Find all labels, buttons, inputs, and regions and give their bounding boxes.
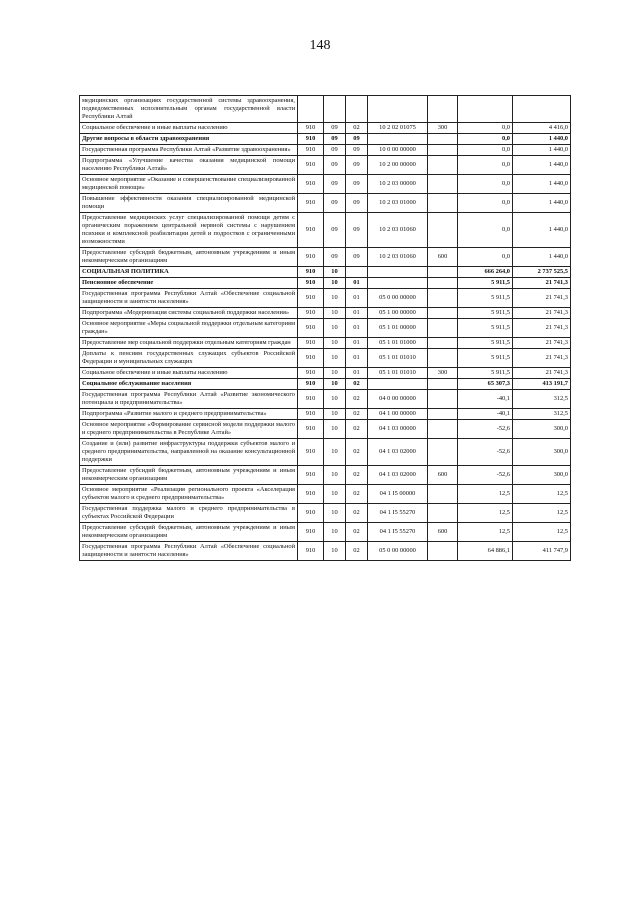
row-name-cell: Повышение эффективности оказания специализированной медицинской помощи — [80, 194, 298, 213]
ministry-code-cell — [298, 96, 324, 123]
amount-total-cell: 1 440,0 — [513, 175, 571, 194]
table-row — [80, 368, 571, 379]
table-row — [80, 289, 571, 308]
target-article-cell: 04 0 00 00000 — [368, 390, 428, 409]
row-name-cell: СОЦИАЛЬНАЯ ПОЛИТИКА — [80, 267, 298, 278]
section-code-cell: 09 — [324, 213, 346, 248]
table-row — [80, 338, 571, 349]
target-article-cell: 10 2 03 01060 — [368, 213, 428, 248]
expense-type-cell: 300 — [428, 123, 458, 134]
table-row — [80, 308, 571, 319]
subsection-code-cell: 09 — [346, 213, 368, 248]
section-code-cell: 10 — [324, 523, 346, 542]
row-name-cell: Предоставление субсидий бюджетным, автономным учреждениям и иным некоммерческим организациям — [80, 523, 298, 542]
expense-type-cell — [428, 308, 458, 319]
table-body — [80, 96, 571, 561]
amount-total-cell — [513, 96, 571, 123]
expense-type-cell — [428, 194, 458, 213]
amount-change-cell: 0,0 — [458, 123, 513, 134]
section-code-cell: 10 — [324, 267, 346, 278]
subsection-code-cell: 09 — [346, 156, 368, 175]
target-article-cell: 10 2 03 01060 — [368, 248, 428, 267]
amount-change-cell: -40,1 — [458, 409, 513, 420]
amount-change-cell: 12,5 — [458, 504, 513, 523]
section-code-cell: 09 — [324, 175, 346, 194]
expense-type-cell — [428, 485, 458, 504]
row-name-cell: Государственная программа Республики Алтай «Обеспечение социальной защищенности и занятости населения» — [80, 289, 298, 308]
ministry-code-cell: 910 — [298, 368, 324, 379]
table-row — [80, 439, 571, 466]
row-name-cell: Доплаты к пенсиям государственных служащих субъектов Российской Федерации и муниципальных служащих — [80, 349, 298, 368]
row-name-cell: медицинских организациях государственной системы здравоохранения, подведомственных исполнительным органам государственной власти Республики Алтай — [80, 96, 298, 123]
amount-total-cell: 1 440,0 — [513, 213, 571, 248]
expense-type-cell — [428, 338, 458, 349]
row-name-cell: Государственная программа Республики Алтай «Развитие здравоохранения» — [80, 145, 298, 156]
amount-total-cell: 12,5 — [513, 523, 571, 542]
amount-total-cell: 4 416,0 — [513, 123, 571, 134]
subsection-code-cell: 01 — [346, 289, 368, 308]
ministry-code-cell: 910 — [298, 134, 324, 145]
amount-change-cell: 5 911,5 — [458, 319, 513, 338]
section-code-cell — [324, 96, 346, 123]
row-name-cell: Основное мероприятие «Оказание и совершенствование специализированной медицинской помощи» — [80, 175, 298, 194]
table-row — [80, 248, 571, 267]
ministry-code-cell: 910 — [298, 379, 324, 390]
row-name-cell: Основное мероприятие «Формирование сервисной модели поддержки малого и среднего предпринимательства в Республике Алтай» — [80, 420, 298, 439]
amount-total-cell: 1 440,0 — [513, 156, 571, 175]
subsection-code-cell: 01 — [346, 319, 368, 338]
ministry-code-cell: 910 — [298, 439, 324, 466]
ministry-code-cell: 910 — [298, 542, 324, 561]
section-code-cell: 10 — [324, 439, 346, 466]
expense-type-cell — [428, 319, 458, 338]
ministry-code-cell: 910 — [298, 319, 324, 338]
amount-total-cell: 21 741,3 — [513, 319, 571, 338]
expense-type-cell — [428, 278, 458, 289]
amount-total-cell: 21 741,3 — [513, 289, 571, 308]
row-name-cell: Другие вопросы в области здравоохранения — [80, 134, 298, 145]
amount-change-cell: 5 911,5 — [458, 289, 513, 308]
amount-change-cell: 64 886,1 — [458, 542, 513, 561]
expense-type-cell — [428, 145, 458, 156]
expense-type-cell — [428, 349, 458, 368]
table-row — [80, 156, 571, 175]
subsection-code-cell — [346, 267, 368, 278]
section-code-cell: 10 — [324, 349, 346, 368]
amount-change-cell: 5 911,5 — [458, 338, 513, 349]
amount-change-cell: -52,6 — [458, 466, 513, 485]
table-row — [80, 390, 571, 409]
table-row — [80, 123, 571, 134]
table-row — [80, 523, 571, 542]
section-code-cell: 10 — [324, 409, 346, 420]
target-article-cell: 04 1 03 02000 — [368, 439, 428, 466]
target-article-cell: 05 0 00 00000 — [368, 289, 428, 308]
subsection-code-cell — [346, 96, 368, 123]
expense-type-cell: 600 — [428, 523, 458, 542]
table-row — [80, 485, 571, 504]
ministry-code-cell: 910 — [298, 145, 324, 156]
amount-change-cell: -52,6 — [458, 439, 513, 466]
row-name-cell: Государственная программа Республики Алтай «Обеспечение социальной защищенности и занятости населения» — [80, 542, 298, 561]
row-name-cell: Государственная программа Республики Алтай «Развитие экономического потенциала и предпринимательства» — [80, 390, 298, 409]
target-article-cell: 10 2 02 01075 — [368, 123, 428, 134]
expense-type-cell — [428, 134, 458, 145]
table-row — [80, 420, 571, 439]
subsection-code-cell: 01 — [346, 368, 368, 379]
ministry-code-cell: 910 — [298, 194, 324, 213]
amount-change-cell: 0,0 — [458, 156, 513, 175]
expense-type-cell — [428, 542, 458, 561]
amount-change-cell: 5 911,5 — [458, 368, 513, 379]
amount-total-cell: 21 741,3 — [513, 278, 571, 289]
ministry-code-cell: 910 — [298, 248, 324, 267]
subsection-code-cell: 02 — [346, 439, 368, 466]
section-code-cell: 10 — [324, 338, 346, 349]
ministry-code-cell: 910 — [298, 523, 324, 542]
table-row — [80, 409, 571, 420]
expense-type-cell — [428, 156, 458, 175]
subsection-code-cell: 02 — [346, 379, 368, 390]
table-row — [80, 145, 571, 156]
subsection-code-cell: 01 — [346, 349, 368, 368]
ministry-code-cell: 910 — [298, 175, 324, 194]
subsection-code-cell: 02 — [346, 485, 368, 504]
ministry-code-cell: 910 — [298, 156, 324, 175]
amount-change-cell: 5 911,5 — [458, 278, 513, 289]
ministry-code-cell: 910 — [298, 420, 324, 439]
expense-type-cell — [428, 409, 458, 420]
target-article-cell: 05 1 01 01000 — [368, 338, 428, 349]
expense-type-cell — [428, 439, 458, 466]
ministry-code-cell: 910 — [298, 466, 324, 485]
amount-total-cell: 21 741,3 — [513, 338, 571, 349]
target-article-cell: 05 1 01 01010 — [368, 368, 428, 379]
target-article-cell — [368, 134, 428, 145]
section-code-cell: 09 — [324, 134, 346, 145]
row-name-cell: Социальное обеспечение и иные выплаты населению — [80, 123, 298, 134]
ministry-code-cell: 910 — [298, 390, 324, 409]
ministry-code-cell: 910 — [298, 338, 324, 349]
section-code-cell: 10 — [324, 289, 346, 308]
amount-change-cell: 666 264,0 — [458, 267, 513, 278]
ministry-code-cell: 910 — [298, 485, 324, 504]
amount-total-cell: 411 747,9 — [513, 542, 571, 561]
expense-type-cell — [428, 175, 458, 194]
amount-change-cell: 5 911,5 — [458, 308, 513, 319]
subsection-code-cell: 02 — [346, 420, 368, 439]
target-article-cell: 05 1 01 01010 — [368, 349, 428, 368]
subsection-code-cell: 02 — [346, 409, 368, 420]
target-article-cell: 05 1 00 00000 — [368, 308, 428, 319]
section-code-cell: 10 — [324, 390, 346, 409]
target-article-cell: 04 1 03 02000 — [368, 466, 428, 485]
row-name-cell: Создание и (или) развитие инфраструктуры поддержки субъектов малого и среднего предпринимательства, направленной на оказание консультационной поддержки — [80, 439, 298, 466]
subsection-code-cell: 02 — [346, 504, 368, 523]
row-name-cell: Пенсионное обеспечение — [80, 278, 298, 289]
amount-total-cell: 312,5 — [513, 409, 571, 420]
subsection-code-cell: 02 — [346, 123, 368, 134]
target-article-cell: 10 0 00 00000 — [368, 145, 428, 156]
target-article-cell: 04 1 03 00000 — [368, 420, 428, 439]
amount-total-cell: 300,0 — [513, 420, 571, 439]
amount-change-cell: 0,0 — [458, 175, 513, 194]
target-article-cell: 10 2 03 00000 — [368, 175, 428, 194]
amount-change-cell: 0,0 — [458, 213, 513, 248]
expense-type-cell — [428, 289, 458, 308]
expense-type-cell — [428, 390, 458, 409]
amount-total-cell: 21 741,3 — [513, 368, 571, 379]
row-name-cell: Подпрограмма «Модернизация системы социальной поддержки населения» — [80, 308, 298, 319]
section-code-cell: 10 — [324, 368, 346, 379]
expense-type-cell — [428, 96, 458, 123]
section-code-cell: 10 — [324, 420, 346, 439]
table-row — [80, 319, 571, 338]
section-code-cell: 10 — [324, 379, 346, 390]
section-code-cell: 09 — [324, 194, 346, 213]
expense-type-cell: 300 — [428, 368, 458, 379]
row-name-cell: Предоставление субсидий бюджетным, автономным учреждениям и иным некоммерческим организациям — [80, 466, 298, 485]
table-row — [80, 96, 571, 123]
amount-change-cell: 65 307,3 — [458, 379, 513, 390]
subsection-code-cell: 09 — [346, 194, 368, 213]
row-name-cell: Основное мероприятие «Меры социальной поддержки отдельным категориям граждан» — [80, 319, 298, 338]
subsection-code-cell: 09 — [346, 145, 368, 156]
target-article-cell: 04 1 I5 55270 — [368, 523, 428, 542]
amount-change-cell: 0,0 — [458, 134, 513, 145]
target-article-cell: 10 2 00 00000 — [368, 156, 428, 175]
ministry-code-cell: 910 — [298, 267, 324, 278]
budget-table — [79, 95, 571, 561]
amount-total-cell: 1 440,0 — [513, 134, 571, 145]
subsection-code-cell: 02 — [346, 542, 368, 561]
row-name-cell: Социальное обслуживание населения — [80, 379, 298, 390]
expense-type-cell: 600 — [428, 248, 458, 267]
subsection-code-cell: 02 — [346, 466, 368, 485]
page-number: 148 — [309, 38, 331, 53]
amount-total-cell: 21 741,3 — [513, 349, 571, 368]
amount-total-cell: 12,5 — [513, 504, 571, 523]
expense-type-cell — [428, 379, 458, 390]
table-row — [80, 504, 571, 523]
table-row — [80, 542, 571, 561]
section-code-cell: 09 — [324, 248, 346, 267]
amount-change-cell — [458, 96, 513, 123]
target-article-cell: 10 2 03 01000 — [368, 194, 428, 213]
amount-total-cell: 21 741,3 — [513, 308, 571, 319]
amount-total-cell: 1 440,0 — [513, 248, 571, 267]
amount-total-cell: 312,5 — [513, 390, 571, 409]
amount-total-cell: 1 440,0 — [513, 145, 571, 156]
expense-type-cell — [428, 267, 458, 278]
table-row — [80, 466, 571, 485]
row-name-cell: Подпрограмма «Улучшение качества оказания медицинской помощи населению Республики Алтай» — [80, 156, 298, 175]
target-article-cell — [368, 278, 428, 289]
expense-type-cell: 600 — [428, 466, 458, 485]
section-code-cell: 09 — [324, 123, 346, 134]
table-row — [80, 379, 571, 390]
amount-change-cell: -52,6 — [458, 420, 513, 439]
section-code-cell: 10 — [324, 319, 346, 338]
ministry-code-cell: 910 — [298, 504, 324, 523]
section-code-cell: 10 — [324, 466, 346, 485]
row-name-cell: Основное мероприятие «Реализация регионального проекта «Акселерация субъектов малого и среднего предпринимательства» — [80, 485, 298, 504]
ministry-code-cell: 910 — [298, 409, 324, 420]
amount-total-cell: 300,0 — [513, 466, 571, 485]
section-code-cell: 09 — [324, 145, 346, 156]
amount-change-cell: 0,0 — [458, 194, 513, 213]
target-article-cell — [368, 379, 428, 390]
subsection-code-cell: 09 — [346, 134, 368, 145]
subsection-code-cell: 01 — [346, 338, 368, 349]
ministry-code-cell: 910 — [298, 278, 324, 289]
subsection-code-cell: 09 — [346, 248, 368, 267]
table-row — [80, 278, 571, 289]
subsection-code-cell: 02 — [346, 390, 368, 409]
target-article-cell: 05 1 01 00000 — [368, 319, 428, 338]
expense-type-cell — [428, 213, 458, 248]
target-article-cell: 04 1 I5 55270 — [368, 504, 428, 523]
amount-change-cell: 0,0 — [458, 145, 513, 156]
expense-type-cell — [428, 420, 458, 439]
section-code-cell: 10 — [324, 278, 346, 289]
ministry-code-cell: 910 — [298, 349, 324, 368]
row-name-cell: Предоставление субсидий бюджетным, автономным учреждениям и иным некоммерческим организациям — [80, 248, 298, 267]
section-code-cell: 10 — [324, 504, 346, 523]
section-code-cell: 10 — [324, 308, 346, 319]
row-name-cell: Государственная поддержка малого и среднего предпринимательства в субъектах Российской Федерации — [80, 504, 298, 523]
target-article-cell — [368, 96, 428, 123]
row-name-cell: Социальное обеспечение и иные выплаты населению — [80, 368, 298, 379]
table-row — [80, 175, 571, 194]
amount-change-cell: 12,5 — [458, 523, 513, 542]
target-article-cell: 04 1 I5 00000 — [368, 485, 428, 504]
amount-change-cell: 5 911,5 — [458, 349, 513, 368]
amount-change-cell: 12,5 — [458, 485, 513, 504]
ministry-code-cell: 910 — [298, 308, 324, 319]
ministry-code-cell: 910 — [298, 289, 324, 308]
amount-change-cell: -40,1 — [458, 390, 513, 409]
table-row — [80, 194, 571, 213]
amount-total-cell: 12,5 — [513, 485, 571, 504]
target-article-cell: 05 0 00 00000 — [368, 542, 428, 561]
table-row — [80, 134, 571, 145]
row-name-cell: Предоставление мер социальной поддержки отдельным категориям граждан — [80, 338, 298, 349]
row-name-cell: Предоставление медицинских услуг специализированной помощи детям с органическим поражением центральной нервной системы с нарушением психики и комплексной реабилитации детей и подростков с ограниченными возможностями — [80, 213, 298, 248]
section-code-cell: 10 — [324, 542, 346, 561]
table-row — [80, 213, 571, 248]
amount-total-cell: 413 191,7 — [513, 379, 571, 390]
amount-total-cell: 300,0 — [513, 439, 571, 466]
target-article-cell — [368, 267, 428, 278]
expense-type-cell — [428, 504, 458, 523]
subsection-code-cell: 02 — [346, 523, 368, 542]
ministry-code-cell: 910 — [298, 213, 324, 248]
row-name-cell: Подпрограмма «Развитие малого и среднего предпринимательства» — [80, 409, 298, 420]
subsection-code-cell: 01 — [346, 278, 368, 289]
amount-total-cell: 2 737 525,5 — [513, 267, 571, 278]
target-article-cell: 04 1 00 00000 — [368, 409, 428, 420]
amount-total-cell: 1 440,0 — [513, 194, 571, 213]
table-row — [80, 267, 571, 278]
subsection-code-cell: 01 — [346, 308, 368, 319]
section-code-cell: 10 — [324, 485, 346, 504]
subsection-code-cell: 09 — [346, 175, 368, 194]
ministry-code-cell: 910 — [298, 123, 324, 134]
section-code-cell: 09 — [324, 156, 346, 175]
table-row — [80, 349, 571, 368]
amount-change-cell: 0,0 — [458, 248, 513, 267]
